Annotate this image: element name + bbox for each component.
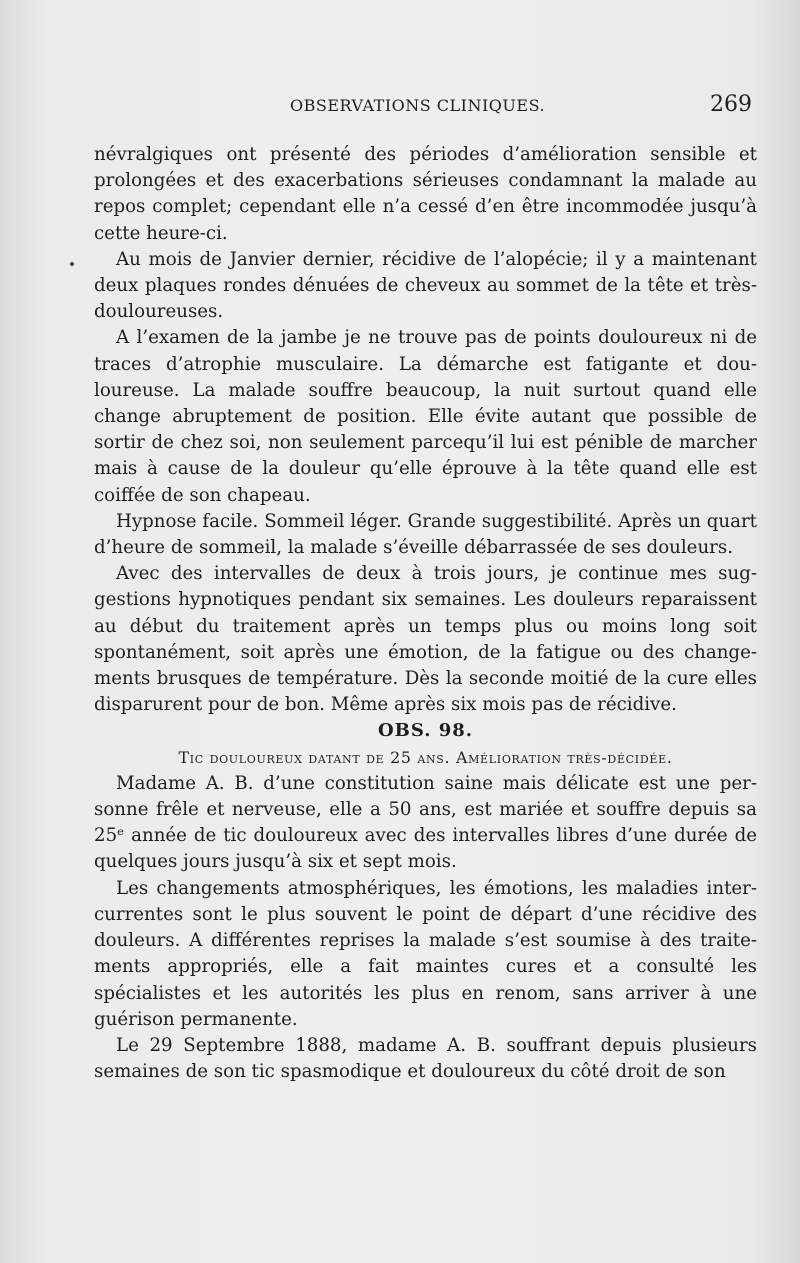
paragraph: Les changements atmosphériques, les émotions, les maladies intercurrentes sont le plus souvent le point de départ d’une récidive des douleurs. A différentes reprises la malade s’est soumise à des traitements appropriés, elle a fait maintes cures et a consulté les spécialistes et les autorités les plus en renom, sans arriver à une guérison permanente. (94, 877, 757, 1030)
case-title: Tic douloureux datant de 25 ans. Amélioration très-décidée. (178, 747, 673, 767)
margin-dot (70, 262, 74, 266)
paragraph: Avec des intervalles de deux à trois jours, je continue mes suggestions hypnotiques pendant six semaines. Les douleurs reparaissent au début du traitement après un temps plus ou moins long soit spontanément, soit après une émotion, de la fatigue ou des changements brusques de température. Dès la seconde moitié de la cure elles disparurent pour de bon. Même après six mois pas de récidive. (94, 563, 757, 716)
paragraph: Hypnose facile. Sommeil léger. Grande suggestibilité. Après un quart d’heure de sommeil, la malade s’éveille débarrassée de ses douleurs. (94, 510, 757, 559)
paragraph: Au mois de Janvier dernier, récidive de l’alopécie; il y a maintenant deux plaques rondes dénuées de cheveux au sommet de la tête et très-douloureuses. (94, 248, 757, 323)
observation-heading: OBS. 98. (377, 720, 474, 742)
running-title: OBSERVATIONS CLINIQUES. (290, 96, 546, 115)
paragraph: Madame A. B. d’une constitution saine mais délicate est une personne frêle et nerveuse, elle a 50 ans, est mariée et souffre depuis sa 25ᵉ année de tic douloureux avec des intervalles libres d’une durée de quelques jours jusqu’à six et sept mois. (94, 772, 757, 873)
paragraph: Le 29 Septembre 1888, madame A. B. souffrant depuis plusieurs semaines de son tic spasmodique et douloureux du côté droit de son (94, 1034, 757, 1083)
paragraph: A l’examen de la jambe je ne trouve pas de points douloureux ni de traces d’atrophie musculaire. La démarche est fatigante et douloureuse. La malade souffre beaucoup, la nuit surtout quand elle change abruptement de position. Elle évite autant que possible de sortir de chez soi, non seulement parcequ’il lui est pénible de marcher mais à cause de la douleur qu’elle éprouve à la tête quand elle est coiffée de son chapeau. (94, 327, 757, 506)
paragraph-continuation: névralgiques ont présenté des périodes d’amélioration sensible et prolongées et des exacerbations sérieuses condamnant la malade au repos complet; cependant elle n’a cessé d’en être incommodée jusqu’à cette heure-ci. (94, 144, 757, 244)
page-number: 269 (710, 92, 752, 117)
page-body (94, 142, 757, 1085)
page-header (96, 94, 756, 124)
